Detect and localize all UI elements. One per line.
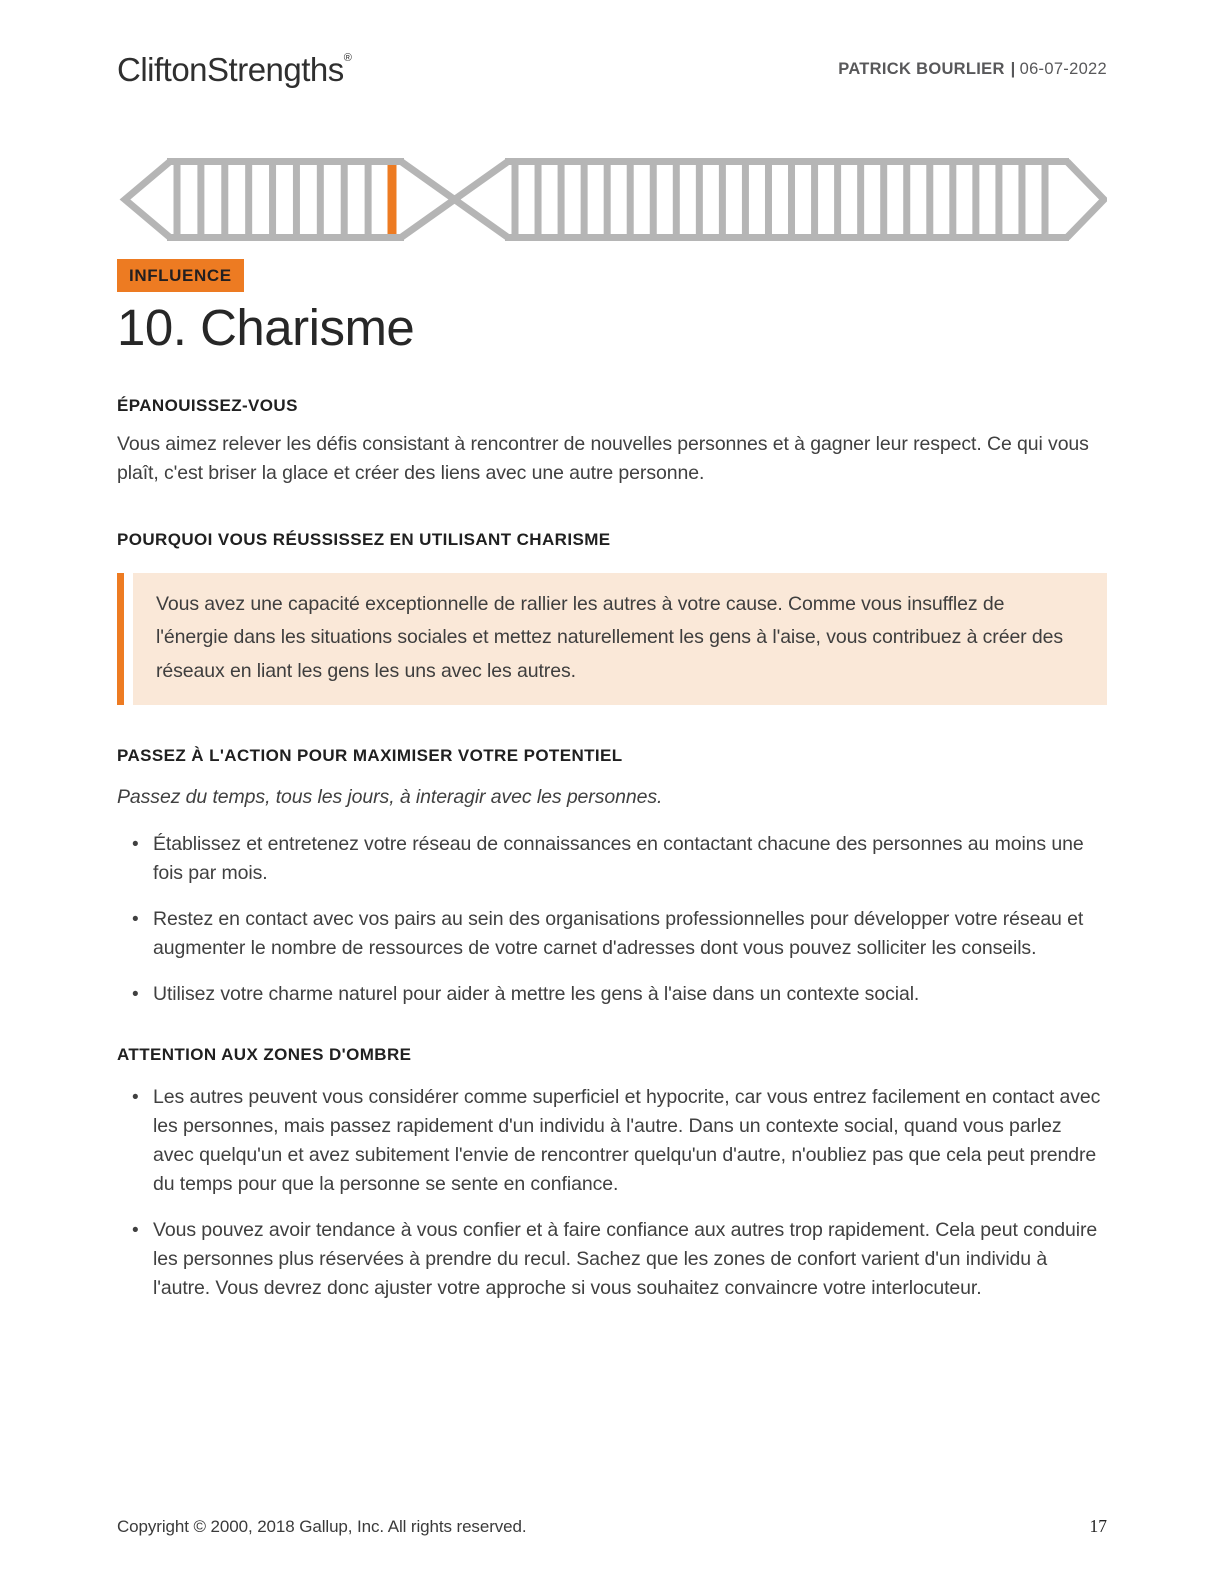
section-heading-thrive: ÉPANOUISSEZ-VOUS	[117, 395, 298, 415]
list-item: • Vous pouvez avoir tendance à vous confier et à faire confiance aux autres trop rapidement. Cela peut conduire les personnes plus réservées à prendre du recul. Sachez que les zones de confort varient d'un individu à l'autre. Vous devrez donc ajuster votre approche si vous souhaitez convaincre votre interlocuteur.	[117, 1216, 1107, 1303]
callout-text: Vous avez une capacité exceptionnelle de rallier les autres à votre cause. Comme vous insufflez de l'énergie dans les situations sociales et mettez naturellement les gens à l'aise, vous contribuez à créer des réseaux en liant les gens les uns avec les autres.	[133, 573, 1107, 706]
dna-ribbon-svg	[117, 151, 1107, 248]
report-date: 06-07-2022	[1019, 60, 1107, 78]
section-heading-take-action: PASSEZ À L'ACTION POUR MAXIMISER VOTRE POTENTIEL	[117, 746, 623, 766]
copyright-notice: Copyright © 2000, 2018 Gallup, Inc. All rights reserved.	[117, 1517, 527, 1536]
page-header	[117, 52, 1107, 94]
list-item: • Les autres peuvent vous considérer comme superficiel et hypocrite, car vous entrez facilement en contact avec les personnes, mais passez rapidement d'un individu à l'autre. Dans un contexte social, quand vous parlez avec quelqu'un et avez subitement l'envie de rencontrer quelqu'un d'autre, n'oubliez pas que cela peut prendre du temps pour que la personne se sente en confiance.	[117, 1083, 1107, 1199]
action-intro-italic: Passez du temps, tous les jours, à interagir avec les personnes.	[117, 786, 663, 809]
section-heading-blind-spots: ATTENTION AUX ZONES D'OMBRE	[117, 1045, 412, 1065]
list-item: • Restez en contact avec vos pairs au sein des organisations professionnelles pour développer votre réseau et augmenter le nombre de ressources de votre carnet d'adresses dont vous pouvez solliciter les conseils.	[117, 905, 1107, 963]
brand-name: CliftonStrengths	[117, 51, 344, 88]
page-title: 10. Charisme	[117, 299, 415, 356]
highlight-callout	[117, 573, 1107, 706]
page-footer	[117, 1516, 1107, 1537]
report-meta	[838, 60, 1107, 79]
cliftonstrengths-logo	[117, 52, 352, 88]
list-item: • Utilisez votre charme naturel pour aider à mettre les gens à l'aise dans un contexte social.	[117, 980, 1107, 1009]
section-heading-why-succeed: POURQUOI VOUS RÉUSSISSEZ EN UTILISANT CHARISME	[117, 529, 611, 549]
registered-trademark-mark: ®	[343, 52, 352, 64]
domain-badge-influence: INFLUENCE	[117, 259, 244, 292]
thrive-paragraph: Vous aimez relever les défis consistant à rencontrer de nouvelles personnes et à gagner leur respect. Ce qui vous plaît, c'est briser la glace et créer des liens avec une autre personne.	[117, 432, 1089, 484]
meta-separator: |	[1010, 60, 1016, 78]
strengths-dna-ribbon	[117, 151, 1107, 248]
list-item: • Établissez et entretenez votre réseau de connaissances en contactant chacune des personnes au moins une fois par mois.	[117, 830, 1107, 888]
action-bullet-list	[117, 830, 1107, 1009]
report-owner-name: PATRICK BOURLIER	[838, 60, 1005, 78]
blindspots-bullet-list	[117, 1083, 1107, 1303]
page-number: 17	[1089, 1516, 1107, 1536]
